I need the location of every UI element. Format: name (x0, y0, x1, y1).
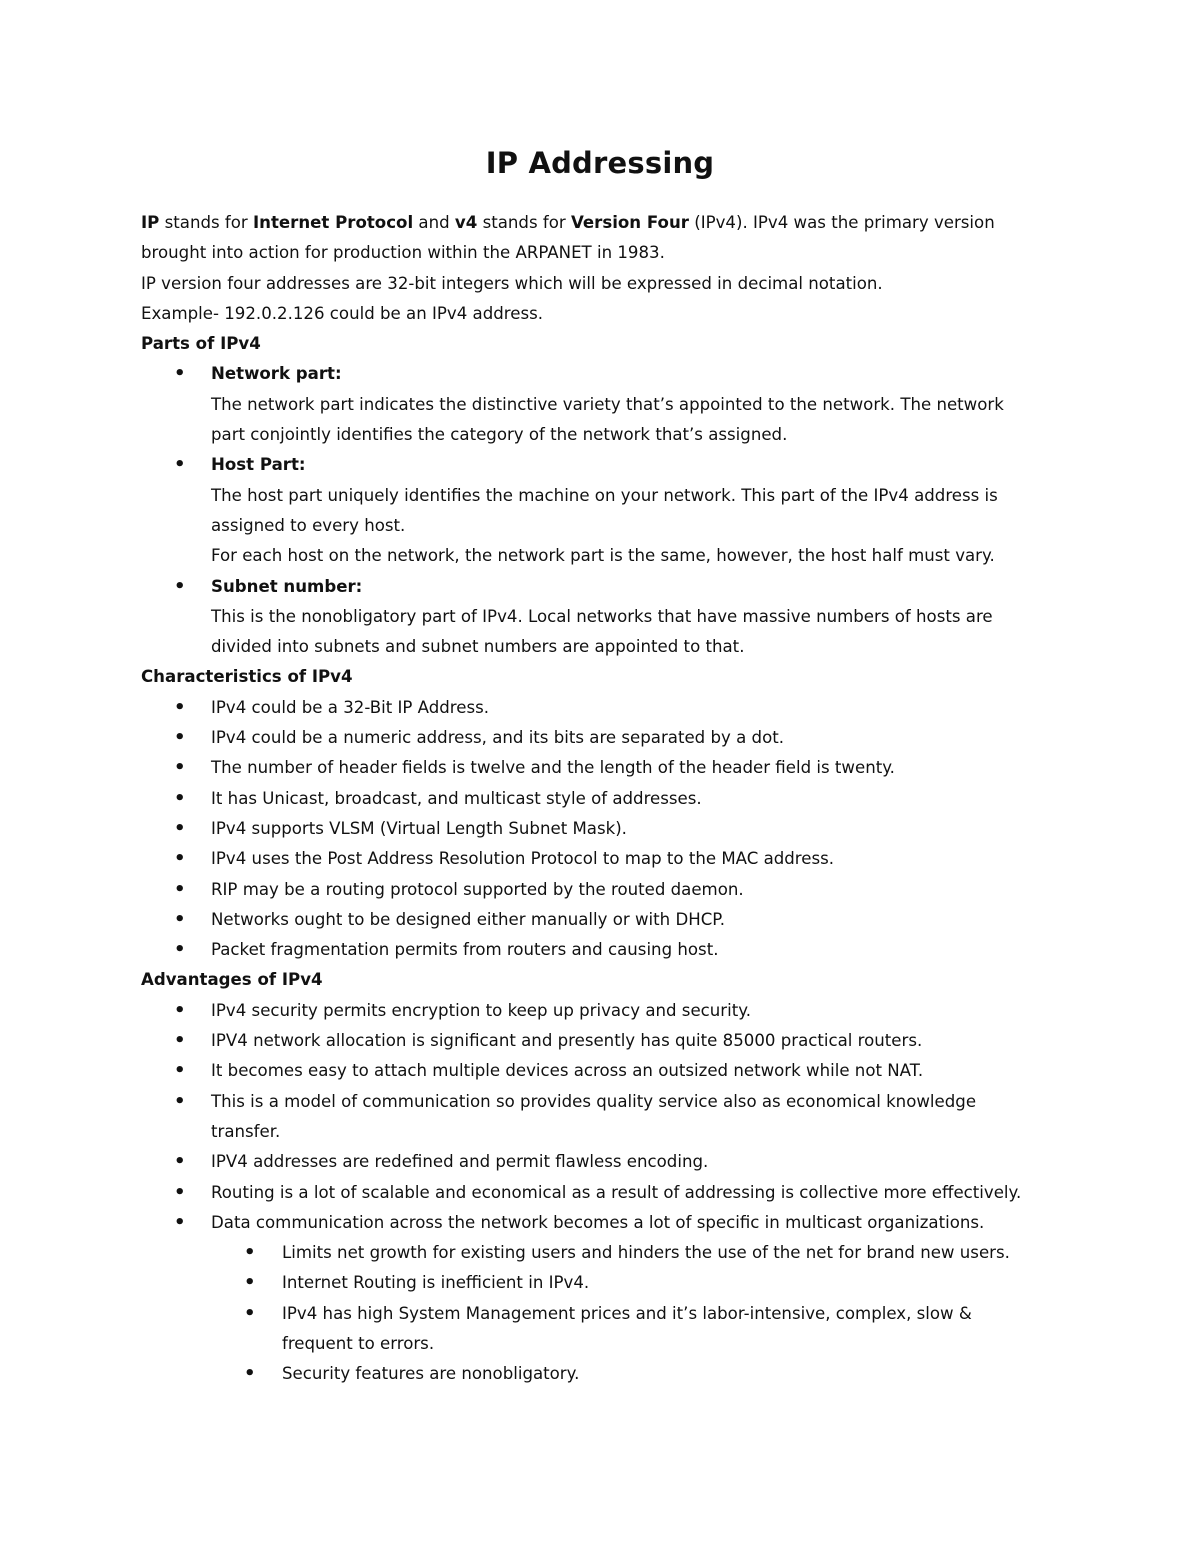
list-item (141, 1208, 1071, 1390)
list-item (141, 1056, 1071, 1086)
part-label: • Subnet number: (211, 576, 363, 596)
parts-list (141, 359, 1071, 662)
intro-text: and (413, 213, 455, 232)
list-item (211, 1268, 1071, 1298)
intro-line-1 (141, 208, 1071, 238)
advantages-heading: Advantages of IPv4 (141, 970, 323, 990)
list-item: • IPv4 could be a 32-Bit IP Address. (141, 693, 1071, 723)
intro-v4: v4 (454, 213, 478, 232)
list-item: • Packet fragmentation permits from routers and causing host. (141, 935, 1071, 965)
part-label: • Network part: (211, 364, 342, 384)
subitem-text: • Limits net growth for existing users and hinders the use of the net for brand new users. (282, 1243, 1010, 1263)
list-item (141, 1026, 1071, 1056)
list-item (211, 1359, 1071, 1389)
subitem-text: • IPv4 has high System Management prices and it’s labor-intensive, complex, slow & (282, 1303, 972, 1323)
advantage-text: • Routing is a lot of scalable and economical as a result of addressing is collective more effectively. (211, 1182, 1022, 1202)
document-title: IP Addressing (485, 146, 715, 180)
list-item (141, 359, 1071, 450)
document-body (141, 208, 1071, 1390)
list-item (141, 572, 1071, 663)
part-text: The network part indicates the distinctive variety that’s appointed to the network. The network (211, 394, 1004, 414)
part-text: divided into subnets and subnet numbers are appointed to that. (211, 637, 745, 657)
intro-ip: IP (141, 213, 160, 232)
parts-heading: Parts of IPv4 (141, 334, 261, 354)
list-item (141, 1178, 1071, 1208)
list-item (141, 1147, 1071, 1177)
intro-line-2: brought into action for production within the ARPANET in 1983. (141, 243, 665, 263)
list-item (141, 450, 1071, 571)
list-item: • IPv4 could be a numeric address, and its bits are separated by a dot. (141, 723, 1071, 753)
list-item: • Networks ought to be designed either manually or with DHCP. (141, 905, 1071, 935)
intro-text: stands for (477, 213, 571, 232)
list-item (141, 1087, 1071, 1148)
subitem-text: • Internet Routing is inefficient in IPv4. (282, 1273, 590, 1293)
intro-version-four: Version Four (570, 213, 689, 232)
advantage-text: • IPv4 security permits encryption to keep up privacy and security. (211, 1000, 751, 1020)
part-text: For each host on the network, the network part is the same, however, the host half must vary. (211, 546, 995, 566)
part-text: This is the nonobligatory part of IPv4. Local networks that have massive numbers of hosts are (211, 606, 993, 626)
advantage-text: transfer. (211, 1121, 281, 1141)
intro-text: stands for (159, 213, 253, 232)
intro-line-3: IP version four addresses are 32-bit integers which will be expressed in decimal notation. (141, 273, 883, 293)
part-text: assigned to every host. (211, 515, 406, 535)
part-label: • Host Part: (211, 455, 306, 475)
advantages-sublist (211, 1238, 1071, 1389)
part-text: The host part uniquely identifies the machine on your network. This part of the IPv4 address is (211, 485, 998, 505)
characteristics-list (141, 693, 1071, 966)
list-item: • IPv4 uses the Post Address Resolution Protocol to map to the MAC address. (141, 844, 1071, 874)
list-item: • The number of header fields is twelve and the length of the header field is twenty. (141, 753, 1071, 783)
advantages-list (141, 996, 1071, 1390)
list-item (211, 1238, 1071, 1268)
advantage-text: • IPV4 addresses are redefined and permit flawless encoding. (211, 1152, 709, 1172)
intro-line-4: Example- 192.0.2.126 could be an IPv4 address. (141, 303, 544, 323)
list-item: • IPv4 supports VLSM (Virtual Length Subnet Mask). (141, 814, 1071, 844)
list-item (211, 1299, 1071, 1360)
advantage-text: • This is a model of communication so provides quality service also as economical knowledge (211, 1091, 977, 1111)
intro-internet-protocol: Internet Protocol (253, 213, 414, 232)
list-item: • It has Unicast, broadcast, and multicast style of addresses. (141, 784, 1071, 814)
part-text: part conjointly identifies the category of the network that’s assigned. (211, 425, 788, 445)
advantage-text: • It becomes easy to attach multiple devices across an outsized network while not NAT. (211, 1061, 924, 1081)
subitem-text: • Security features are nonobligatory. (282, 1364, 580, 1384)
intro-text: (IPv4). IPv4 was the primary version (688, 213, 995, 232)
characteristics-heading: Characteristics of IPv4 (141, 667, 353, 687)
advantage-text: • IPV4 network allocation is significant and presently has quite 85000 practical routers. (211, 1031, 923, 1051)
list-item (141, 996, 1071, 1026)
subitem-text: frequent to errors. (282, 1333, 435, 1353)
advantage-text: • Data communication across the network becomes a lot of specific in multicast organizations. (211, 1212, 985, 1232)
list-item: • RIP may be a routing protocol supported by the routed daemon. (141, 875, 1071, 905)
